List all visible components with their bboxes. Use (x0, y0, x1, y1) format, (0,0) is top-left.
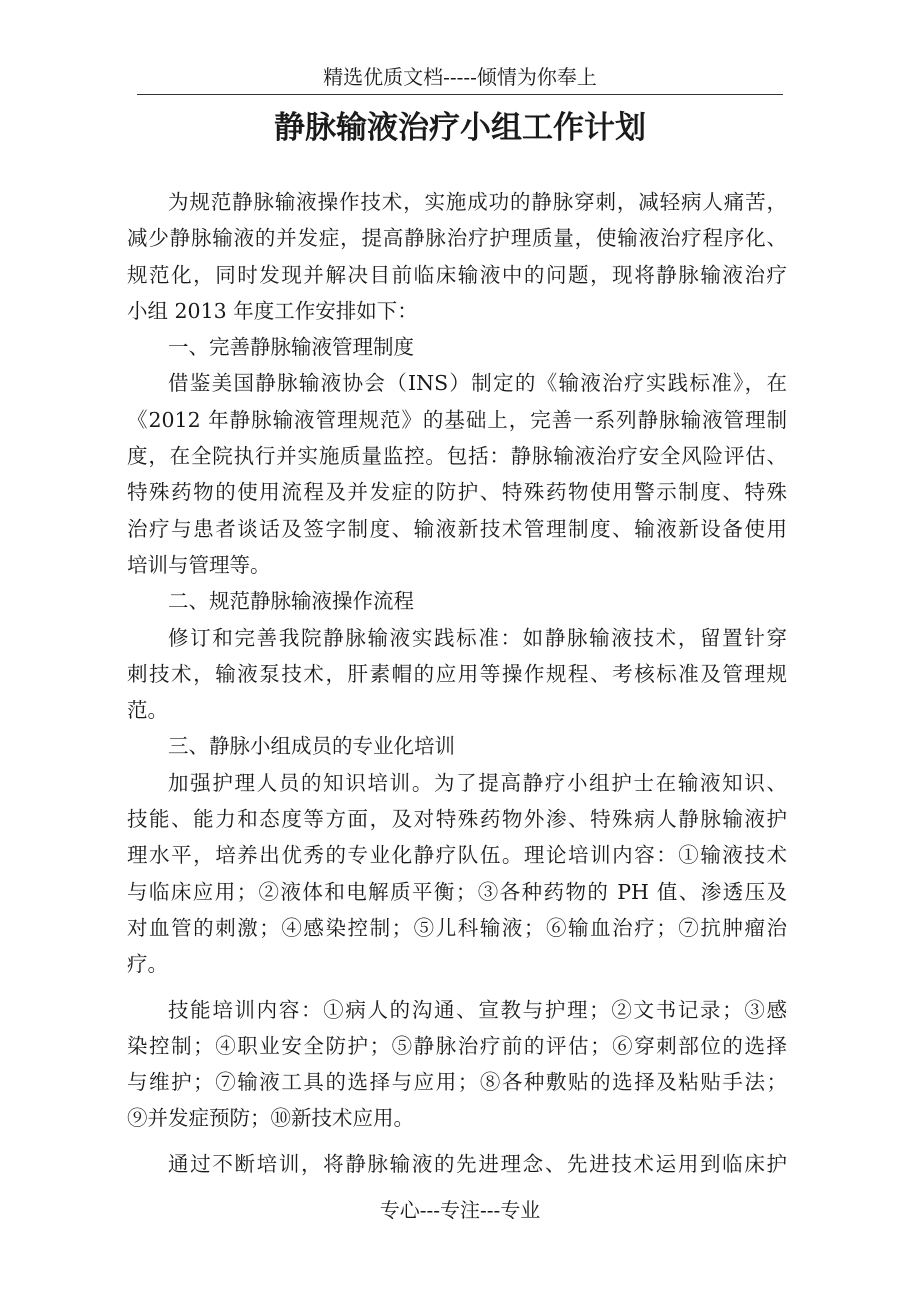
text-line: 与临床应用；②液体和电解质平衡；③各种药物的 PH 值、渗透压及 (127, 879, 787, 904)
text-line: 范。 (127, 698, 168, 723)
text-line: 理水平，培养出优秀的专业化静疗队伍。理论培训内容：①输液技术 (127, 843, 787, 868)
text-line: 《2012 年静脉输液管理规范》的基础上，完善一系列静脉输液管理制 (127, 407, 787, 432)
text-line: 小组 2013 年度工作安排如下： (127, 298, 418, 323)
document-body (127, 184, 787, 1182)
text-line: 与维护；⑦输液工具的选择与应用；⑧各种敷贴的选择及粘贴手法； (127, 1070, 787, 1095)
text-line: 一、完善静脉输液管理制度 (168, 335, 414, 360)
text-line: 刺技术，输液泵技术，肝素帽的应用等操作规程、考核标准及管理规 (127, 661, 787, 686)
text-line: 技能、能力和态度等方面，及对特殊药物外渗、特殊病人静脉输液护 (127, 807, 787, 832)
page-footer: 专心---专注---专业 (379, 1198, 541, 1222)
header-rule (137, 94, 783, 95)
text-line: 减少静脉输液的并发症，提高静脉治疗护理质量，使输液治疗程序化、 (127, 226, 787, 251)
text-line: 技能培训内容：①病人的沟通、宣教与护理；②文书记录；③感 (168, 997, 787, 1022)
text-line: 二、规范静脉输液操作流程 (168, 589, 414, 614)
text-line: 对血管的刺激；④感染控制；⑤儿科输液；⑥输血治疗；⑦抗肿瘤治 (127, 915, 787, 940)
text-line: 治疗与患者谈话及签字制度、输液新技术管理制度、输液新设备使用 (127, 516, 787, 541)
text-line: 加强护理人员的知识培训。为了提高静疗小组护士在输液知识、 (168, 770, 787, 795)
text-line: 染控制；④职业安全防护；⑤静脉治疗前的评估；⑥穿刺部位的选择 (127, 1033, 787, 1058)
text-line: 培训与管理等。 (127, 552, 271, 577)
text-line: 借鉴美国静脉输液协会（INS）制定的《输液治疗实践标准》，在 (168, 371, 787, 396)
text-line: 疗。 (127, 952, 168, 977)
text-line: 为规范静脉输液操作技术，实施成功的静脉穿刺，减轻病人痛苦， (168, 190, 787, 214)
text-line: 修订和完善我院静脉输液实践标准：如静脉输液技术，留置针穿 (168, 625, 787, 650)
text-line: 三、静脉小组成员的专业化培训 (168, 734, 455, 759)
text-line: 特殊药物的使用流程及并发症的防护、特殊药物使用警示制度、特殊 (127, 480, 787, 505)
text-line: 规范化，同时发现并解决目前临床输液中的问题，现将静脉输液治疗 (127, 262, 787, 287)
text-line: ⑨并发症预防；⑩新技术应用。 (127, 1106, 414, 1131)
text-line: 度，在全院执行并实施质量监控。包括：静脉输液治疗安全风险评估、 (127, 444, 787, 469)
page-header: 精选优质文档-----倾情为你奉上 (323, 65, 597, 89)
document-title: 静脉输液治疗小组工作计划 (274, 110, 646, 146)
text-line: 通过不断培训，将静脉输液的先进理念、先进技术运用到临床护 (168, 1151, 787, 1176)
